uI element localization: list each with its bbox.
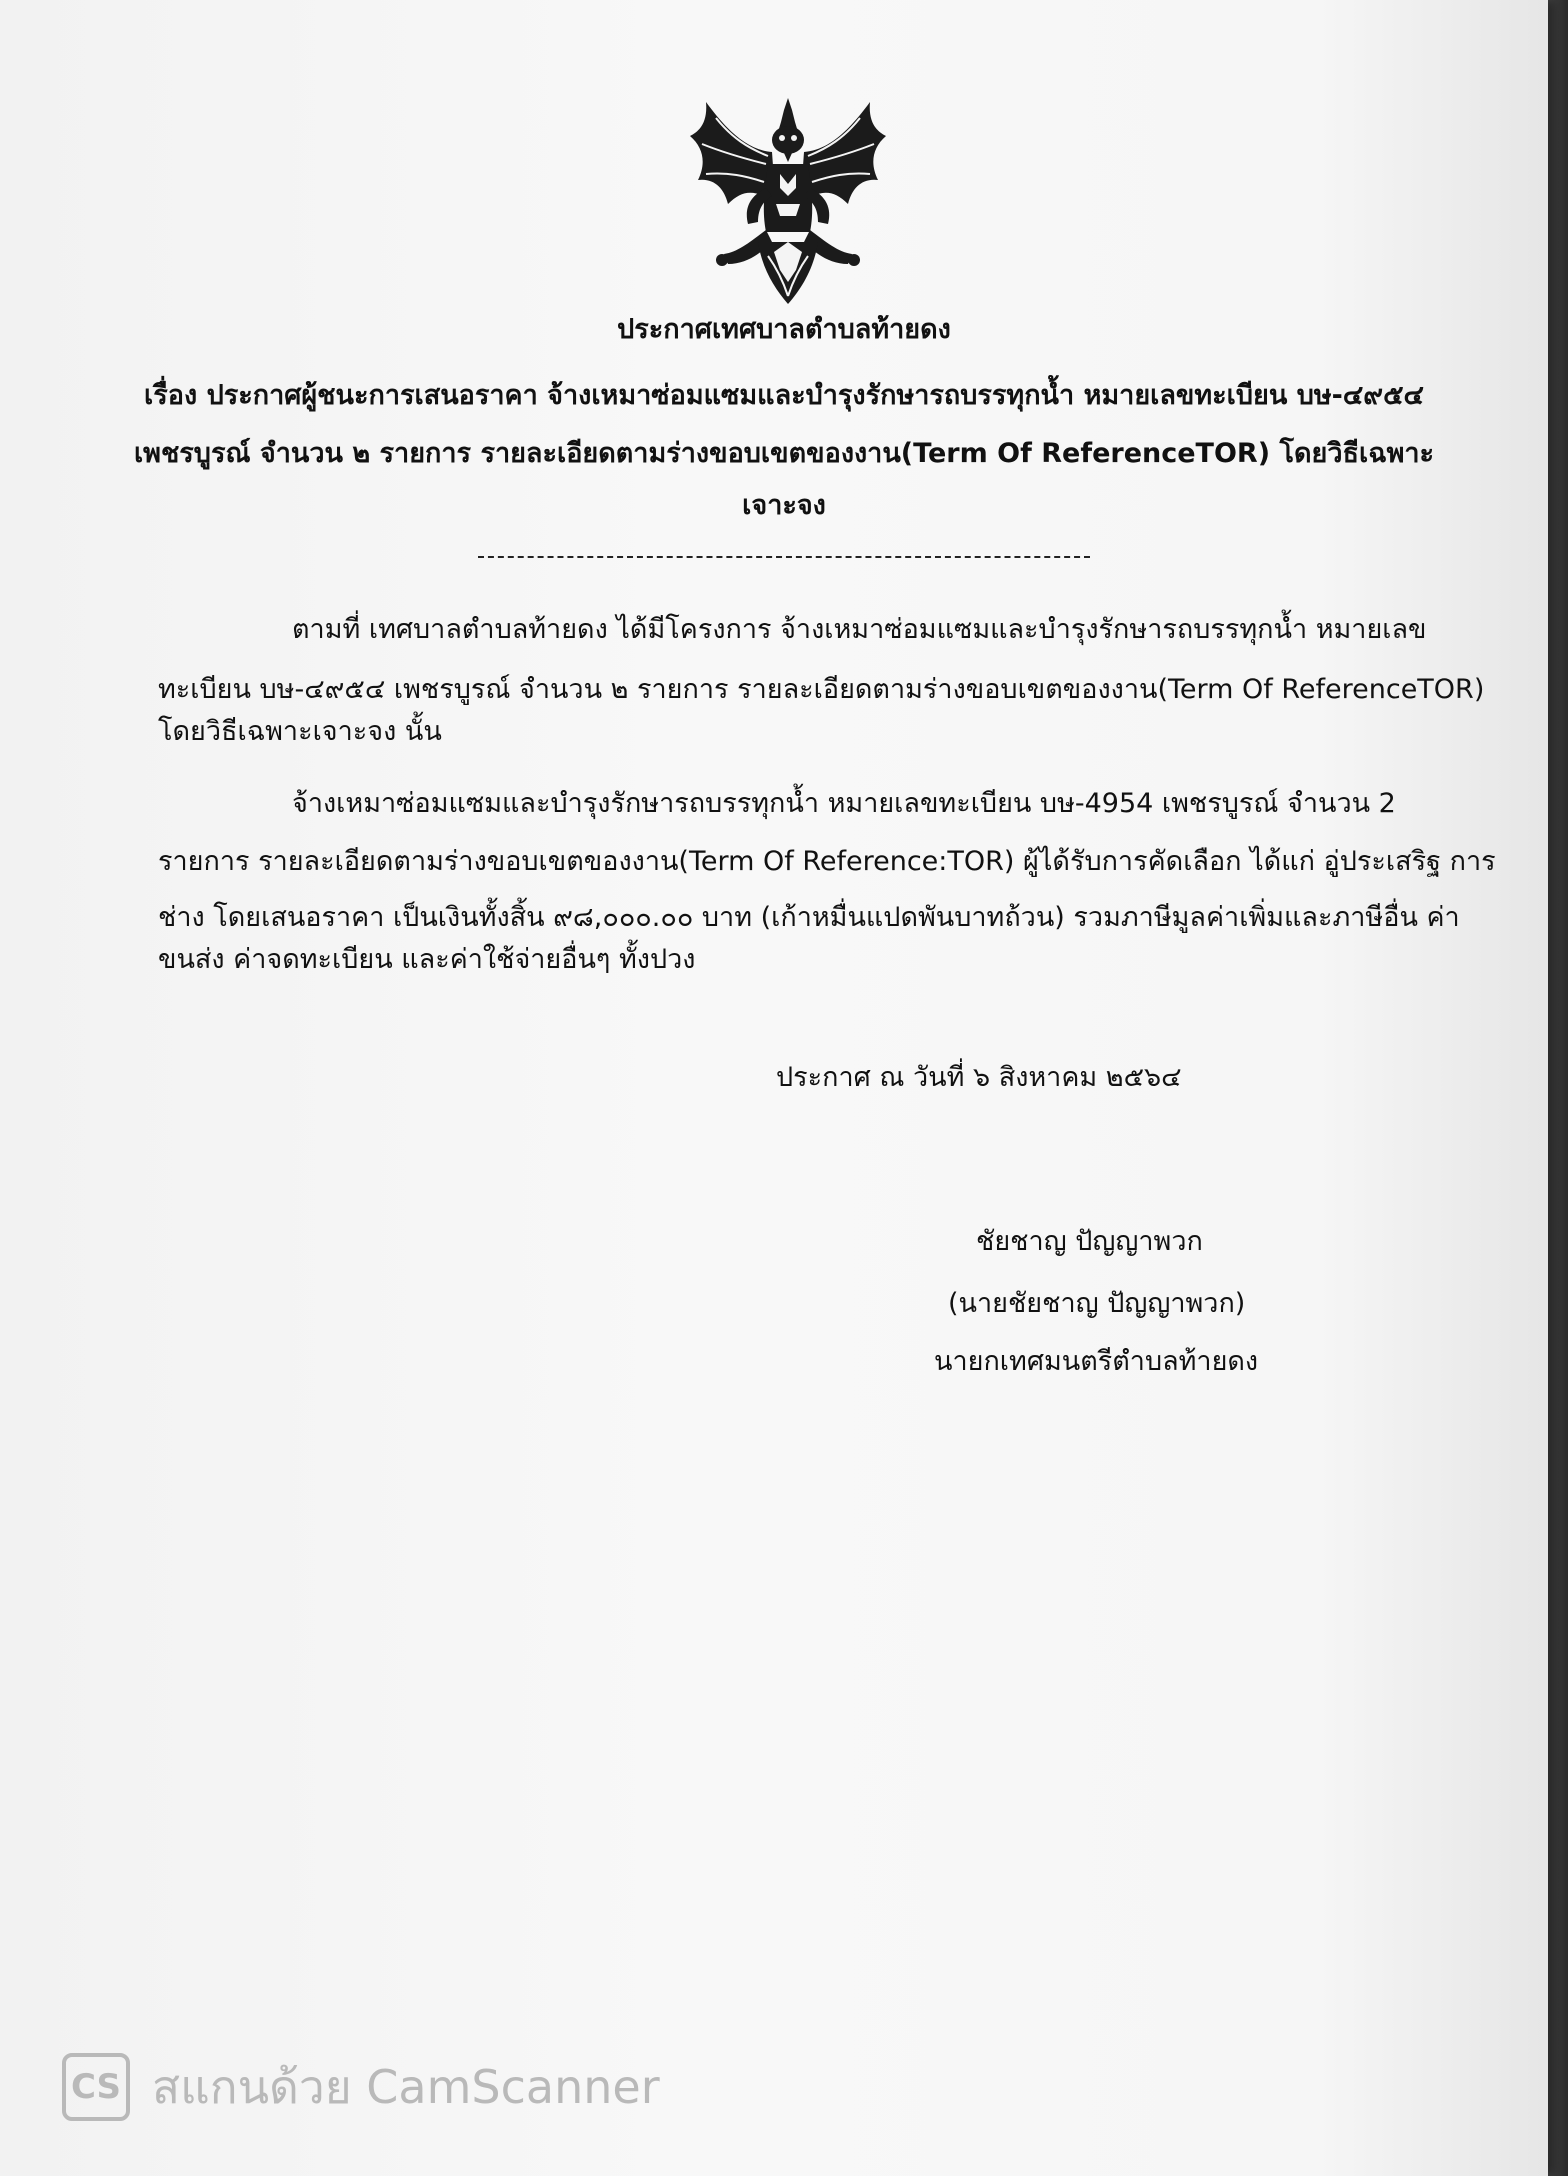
- subject-line-2: เพชรบูรณ์ จำนวน ๒ รายการ รายละเอียดตามร่างขอบเขตของงาน(Term Of ReferenceTOR) โดยวิธีเฉพาะ: [133, 438, 1435, 469]
- garuda-emblem-icon: [688, 92, 888, 308]
- paragraph1-line-3: โดยวิธีเฉพาะเจาะจง นั้น: [158, 716, 442, 747]
- subject-line-3: เจาะจง: [742, 490, 826, 521]
- paragraph1-line-2: ทะเบียน บษ-๔๙๕๔ เพชรบูรณ์ จำนวน ๒ รายการ รายละเอียดตามร่างขอบเขตของงาน(Term Of ReferenceTOR): [158, 674, 1485, 705]
- header-divider: [478, 556, 1090, 558]
- camscanner-watermark: [62, 2050, 660, 2124]
- paragraph2-line-1: จ้างเหมาซ่อมแซมและบำรุงรักษารถบรรทุกน้ำ หมายเลขทะเบียน บษ-4954 เพชรบูรณ์ จำนวน 2: [292, 788, 1396, 819]
- printed-name: (นายชัยชาญ ปัญญาพวก): [948, 1288, 1246, 1319]
- camscanner-watermark-text: สแกนด้วย CamScanner: [152, 2059, 660, 2114]
- signed-name: ชัยชาญ ปัญญาพวก: [976, 1226, 1203, 1257]
- subject-line-1: เรื่อง ประกาศผู้ชนะการเสนอราคา จ้างเหมาซ่อมแซมและบำรุงรักษารถบรรทุกน้ำ หมายเลขทะเบียน บษ-๔๙๕๔: [144, 380, 1424, 411]
- agency-title: ประกาศเทศบาลตำบลท้ายดง: [617, 314, 951, 345]
- camscanner-logo-icon: CS: [62, 2053, 130, 2121]
- paragraph2-line-3: ช่าง โดยเสนอราคา เป็นเงินทั้งสิ้น ๙๘,๐๐๐.๐๐ บาท (เก้าหมื่นแปดพันบาทถ้วน) รวมภาษีมูลค่าเพิ่มและภาษีอื่น ค่า: [158, 902, 1460, 933]
- paragraph1-line-1: ตามที่ เทศบาลตำบลท้ายดง ได้มีโครงการ จ้างเหมาซ่อมแซมและบำรุงรักษารถบรรทุกน้ำ หมายเลข: [292, 614, 1427, 645]
- paragraph2-line-4: ขนส่ง ค่าจดทะเบียน และค่าใช้จ่ายอื่นๆ ทั้งปวง: [158, 944, 696, 975]
- signer-position: นายกเทศมนตรีตำบลท้ายดง: [934, 1346, 1259, 1377]
- announce-date: ประกาศ ณ วันที่ ๖ สิงหาคม ๒๕๖๔: [776, 1062, 1182, 1093]
- paragraph2-line-2: รายการ รายละเอียดตามร่างขอบเขตของงาน(Term Of Reference:TOR) ผู้ได้รับการคัดเลือก ได้แก่ อู่ประเสริฐ การ: [158, 846, 1496, 877]
